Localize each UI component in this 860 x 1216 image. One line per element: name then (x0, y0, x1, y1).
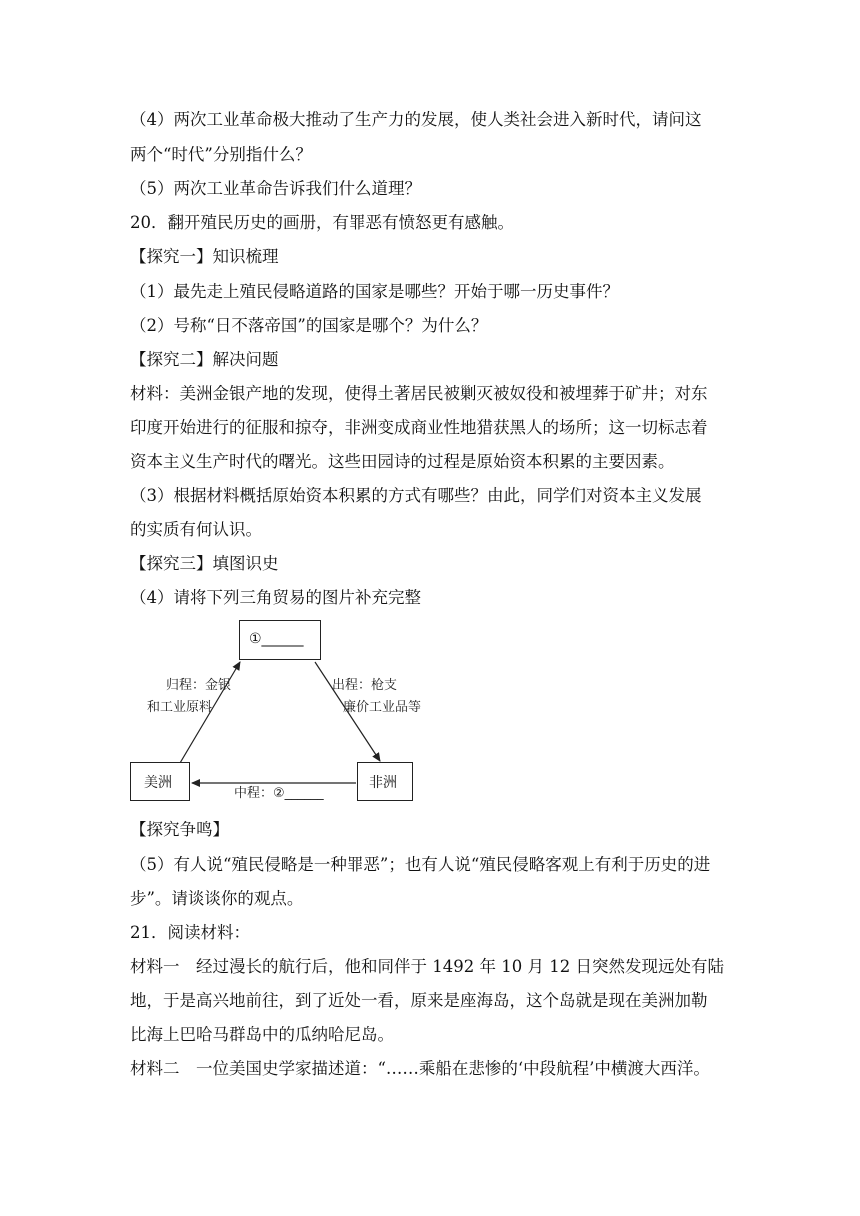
return-leg-label-1: 归程：金银 (166, 678, 232, 693)
africa-box (357, 762, 413, 801)
outbound-leg-label-2: 廉价工业品等 (343, 700, 422, 715)
america-label: 美洲 (144, 775, 172, 791)
question-20-heading: 20．翻开殖民历史的画册，有罪恶有愤怒更有感触。 (130, 213, 514, 232)
africa-label: 非洲 (369, 775, 397, 791)
question-20-5-line-1: （5）有人说“殖民侵略是一种罪恶”；也有人说“殖民侵略客观上有利于历史的进 (130, 855, 711, 874)
question-20-2: （2）号称“日不落帝国”的国家是哪个？为什么？ (130, 316, 488, 335)
section-debate: 【探究争鸣】 (130, 820, 229, 839)
question-19-4-line-1: （4）两次工业革命极大推动了生产力的发展，使人类社会进入新时代，请问这 (130, 110, 702, 129)
question-20-1: （1）最先走上殖民侵略道路的国家是哪些？开始于哪一历史事件？ (130, 282, 619, 301)
question-19-4-line-2: 两个“时代”分别指什么？ (130, 145, 312, 164)
question-19-5: （5）两次工业革命告诉我们什么道理？ (130, 179, 421, 198)
material-line-1: 材料：美洲金银产地的发现，使得土著居民被剿灭被奴役和被埋葬于矿井；对东 (130, 384, 708, 403)
question-20-4: （4）请将下列三角贸易的图片补充完整 (130, 588, 421, 607)
question-20-3-line-1: （3）根据材料概括原始资本积累的方式有哪些？由此，同学们对资本主义发展 (130, 486, 702, 505)
material-1-line-2: 地，于是高兴地前往，到了近处一看，原来是座海岛，这个岛就是现在美洲加勒 (130, 991, 708, 1010)
question-21-heading: 21．阅读材料： (130, 923, 250, 942)
middle-leg-label: 中程：②______ (234, 786, 324, 801)
return-leg-label-2: 和工业原料 (147, 700, 213, 715)
blank-1: ①______ (249, 631, 304, 647)
section-explore-2: 【探究二】解决问题 (130, 350, 279, 369)
triangle-trade-diagram (128, 618, 428, 808)
section-explore-3: 【探究三】填图识史 (130, 554, 279, 573)
material-line-3: 资本主义生产时代的曙光。这些田园诗的过程是原始资本积累的主要因素。 (130, 452, 675, 471)
europe-box (239, 620, 321, 660)
material-2-line-1: 材料二 一位美国史学家描述道：“……乘船在悲惨的‘中段航程’中横渡大西洋。 (130, 1059, 710, 1078)
section-explore-1: 【探究一】知识梳理 (130, 247, 279, 266)
question-20-5-line-2: 步”。请谈谈你的观点。 (130, 889, 304, 908)
material-line-2: 印度开始进行的征服和掠夺，非洲变成商业性地猎获黑人的场所；这一切标志着 (130, 418, 708, 437)
outbound-leg-label-1: 出程：枪支 (332, 678, 398, 693)
material-1-line-3: 比海上巴哈马群岛中的瓜纳哈尼岛。 (130, 1025, 394, 1044)
material-1-line-1: 材料一 经过漫长的航行后，他和同伴于 1492 年 10 月 12 日突然发现远处有陆 (130, 957, 724, 976)
question-20-3-line-2: 的实质有何认识。 (130, 520, 262, 539)
america-box (130, 762, 190, 801)
